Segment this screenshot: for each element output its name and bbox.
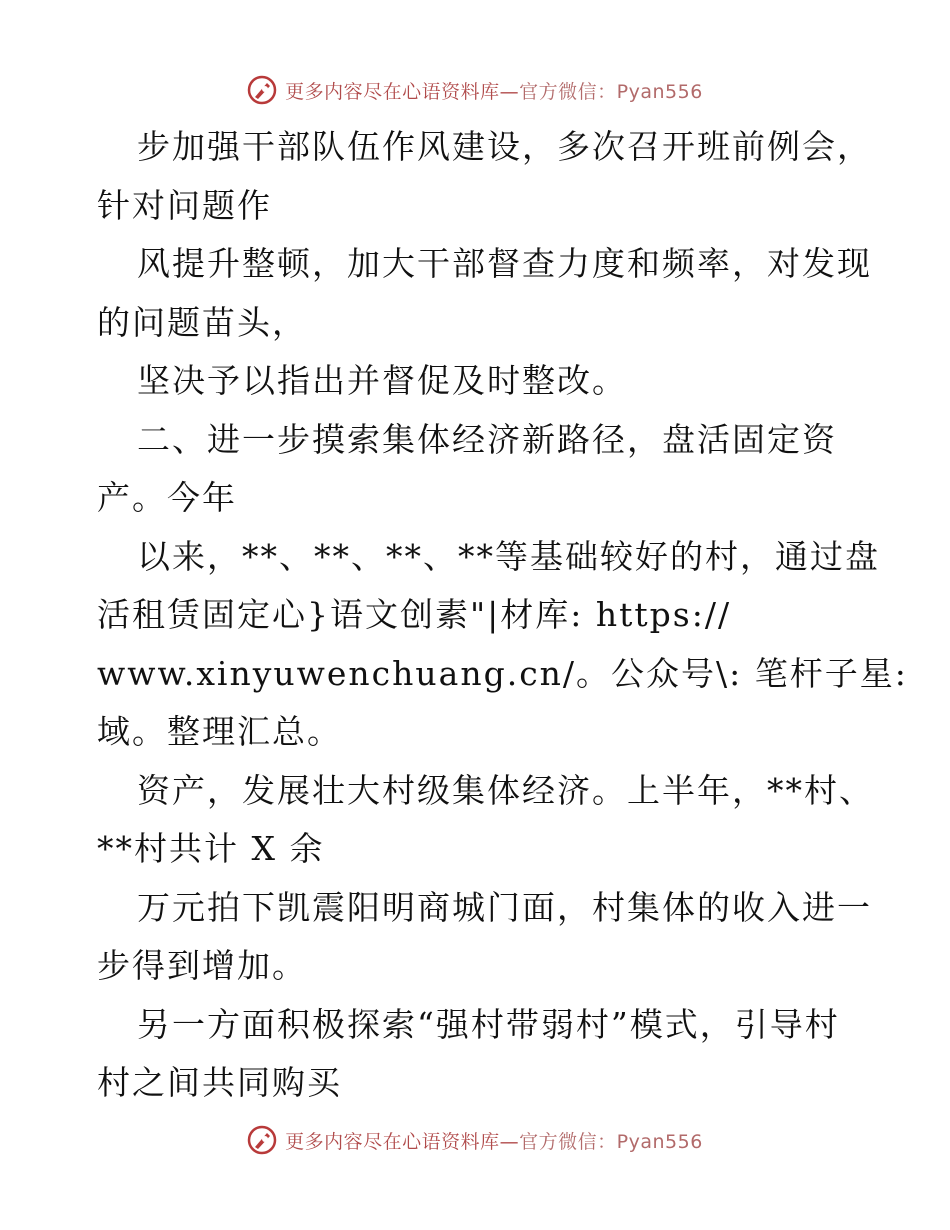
body-line: 步得到增加。 — [97, 946, 307, 985]
body-line: 村之间共同购买 — [97, 1063, 342, 1102]
banner-title: 更多内容尽在心语资料库— — [285, 80, 520, 103]
banner-title: 更多内容尽在心语资料库— — [285, 1130, 520, 1153]
body-line: 活租赁固定心}语文创素"|材库: https:// — [97, 595, 732, 634]
body-line: 针对问题作 — [97, 185, 272, 225]
footer-banner — [0, 1120, 950, 1160]
body-line: 域。整理汇总。 — [97, 712, 342, 751]
quill-logo-icon — [247, 1125, 277, 1155]
body-line: www.xinyuwenchuang.cn/。公众号\: 笔杆子星: — [97, 653, 908, 693]
body-line: 产。今年 — [97, 478, 237, 517]
body-line: 的问题苗头， — [97, 302, 307, 342]
document-body — [97, 118, 908, 1113]
banner-wechat: 官方微信：Pyan556 — [519, 80, 703, 103]
body-line: 坚决予以指出并督促及时整改。 — [137, 361, 627, 400]
quill-logo-icon — [247, 75, 277, 105]
body-line: 二、进一步摸索集体经济新路径，盘活固定资 — [137, 419, 837, 459]
body-line: 另一方面积极探索“强村带弱村”模式，引导村 — [137, 1004, 840, 1044]
body-line: 风提升整顿，加大干部督查力度和频率，对发现 — [137, 244, 872, 283]
banner-text — [285, 77, 703, 104]
header-banner — [0, 70, 950, 110]
body-line: 万元拍下凯震阳明商城门面，村集体的收入进一 — [137, 887, 872, 927]
body-line: 步加强干部队伍作风建设，多次召开班前例会， — [137, 127, 872, 166]
body-line: 以来，**、**、**、**等基础较好的村，通过盘 — [137, 536, 880, 576]
body-line: **村共计 X 余 — [97, 829, 325, 868]
body-line: 资产，发展壮大村级集体经济。上半年，**村、 — [137, 770, 874, 810]
banner-wechat: 官方微信：Pyan556 — [519, 1130, 703, 1153]
banner-text — [285, 1127, 703, 1154]
